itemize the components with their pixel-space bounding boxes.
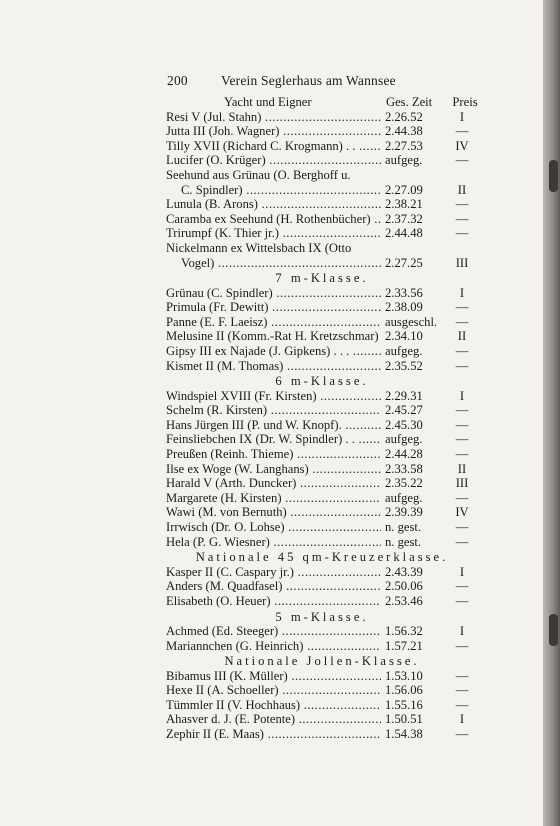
yacht-owner: Panne (E. F. Laeisz) .....: [166, 315, 381, 330]
running-title: Verein Seglerhaus am Wannsee: [221, 73, 396, 88]
result-row: [166, 241, 478, 270]
total-time: 2.43.39: [385, 564, 423, 579]
yacht-owner: Melusine II (Komm.-Rat H. Kretzschmar) .....: [166, 329, 381, 344]
result-row: [166, 286, 478, 301]
total-time: 1.53.10: [385, 668, 423, 683]
prize: —: [455, 638, 469, 653]
result-row: [166, 139, 478, 154]
prize: —: [455, 683, 469, 698]
total-time: aufgeg.: [385, 432, 423, 447]
result-row: [166, 124, 478, 139]
total-time: aufgeg.: [385, 490, 423, 505]
prize: —: [455, 403, 469, 418]
result-row: [166, 520, 478, 535]
result-row: [166, 226, 478, 241]
result-row: [166, 315, 478, 330]
total-time: 2.34.10: [385, 329, 423, 344]
result-row: [166, 153, 478, 168]
result-row: [166, 639, 478, 654]
total-time: 2.44.48: [385, 226, 423, 241]
result-row: [166, 462, 478, 477]
prize: —: [455, 314, 469, 329]
prize: II: [457, 461, 467, 476]
yacht-owner: Hans Jürgen III (P. und W. Knopf). .....: [166, 418, 381, 433]
result-row: [166, 197, 478, 212]
prize: —: [455, 520, 469, 535]
total-time: 2.35.52: [385, 358, 423, 373]
yacht-owner: Trirumpf (K. Thier jr.) .....: [166, 226, 381, 241]
page-header: [167, 73, 467, 89]
result-row: [166, 168, 478, 197]
yacht-owner: Schelm (R. Kirsten) .....: [166, 403, 381, 418]
result-row: [166, 505, 478, 520]
prize: —: [455, 153, 469, 168]
prize: —: [455, 727, 469, 742]
prize: —: [455, 211, 469, 226]
total-time: ausgeschl.: [385, 314, 438, 329]
result-row: [166, 579, 478, 594]
prize: —: [455, 358, 469, 373]
total-time: 2.38.09: [385, 300, 423, 315]
yacht-owner-line2: C. Spindler) .....: [166, 183, 381, 198]
binding-tab: [549, 160, 558, 192]
prize: —: [455, 432, 469, 447]
yacht-owner: Primula (Fr. Dewitt) .....: [166, 300, 381, 315]
yacht-owner: Wawi (M. von Bernuth) .....: [166, 505, 381, 520]
result-row: [166, 698, 478, 713]
total-time: 2.37.32: [385, 211, 423, 226]
yacht-owner: Kismet II (M. Thomas) .....: [166, 359, 381, 374]
prize: —: [455, 300, 469, 315]
result-row: [166, 359, 478, 374]
total-time: 1.56.32: [385, 624, 423, 638]
total-time: 2.53.46: [385, 593, 423, 608]
column-header-prize: Preis: [452, 95, 478, 109]
prize: III: [455, 255, 469, 270]
section-heading: 6 m-Klasse.: [275, 374, 369, 389]
result-row: [166, 712, 478, 727]
total-time: 2.44.38: [385, 124, 423, 139]
total-time: 2.33.58: [385, 461, 423, 476]
prize: —: [455, 197, 469, 212]
result-row: [166, 418, 478, 433]
result-row: [166, 300, 478, 315]
prize: I: [459, 712, 465, 727]
result-row: [166, 110, 478, 125]
binding-tab: [549, 614, 558, 646]
total-time: n. gest.: [385, 520, 422, 535]
prize: I: [459, 388, 465, 403]
yacht-owner: Hela (P. G. Wiesner) .....: [166, 535, 381, 550]
section-heading: 7 m-Klasse.: [275, 271, 369, 286]
book-spine: [543, 0, 560, 826]
results-list: [166, 95, 478, 742]
yacht-owner: Tilly XVII (Richard C. Krogmann) . . .....: [166, 139, 381, 154]
total-time: 2.27.25: [385, 255, 423, 270]
result-row: [166, 535, 478, 550]
prize: I: [459, 564, 465, 579]
prize: I: [459, 624, 465, 638]
result-row: [166, 624, 478, 639]
prize: —: [455, 124, 469, 139]
yacht-owner: Windspiel XVIII (Fr. Kirsten) .....: [166, 389, 381, 404]
result-row: [166, 669, 478, 684]
yacht-owner: Preußen (Reinh. Thieme) .....: [166, 447, 381, 462]
prize: —: [455, 226, 469, 241]
total-time: 1.57.21: [385, 638, 423, 653]
prize: —: [455, 490, 469, 505]
total-time: 1.55.16: [385, 697, 423, 712]
yacht-owner: Lunula (B. Arons) .....: [166, 197, 381, 212]
prize: —: [455, 593, 469, 608]
result-row: [166, 344, 478, 359]
prize: —: [455, 534, 469, 549]
yacht-owner: Kasper II (C. Caspary jr.) .....: [166, 565, 381, 580]
prize: —: [455, 668, 469, 683]
result-row: [166, 447, 478, 462]
page-number: 200: [167, 73, 188, 88]
yacht-owner-line2: Vogel) .....: [166, 256, 381, 271]
yacht-owner: Gipsy III ex Najade (J. Gipkens) . . . .....: [166, 344, 381, 359]
yacht-owner: Caramba ex Seehund (H. Rothenbücher) .....: [166, 212, 381, 227]
total-time: 1.50.51: [385, 712, 423, 727]
prize: IV: [455, 505, 469, 520]
total-time: aufgeg.: [385, 153, 423, 168]
yacht-owner: Grünau (C. Spindler) .....: [166, 286, 381, 301]
column-header-time: Ges. Zeit: [386, 95, 433, 109]
yacht-owner: Zephir II (E. Maas) .....: [166, 727, 381, 742]
prize: II: [457, 182, 467, 197]
yacht-owner: Hexe II (A. Schoeller) .....: [166, 683, 381, 698]
total-time: 1.54.38: [385, 727, 423, 742]
column-header-yacht: Yacht und Eigner: [224, 95, 312, 109]
result-row: [166, 727, 478, 742]
section-heading: Nationale 45 qm-Kreuzerklasse.: [195, 550, 449, 565]
result-row: [166, 389, 478, 404]
total-time: n. gest.: [385, 534, 422, 549]
total-time: 2.38.21: [385, 197, 423, 212]
result-row: [166, 565, 478, 580]
prize: IV: [455, 138, 469, 153]
total-time: 2.29.31: [385, 388, 423, 403]
yacht-owner: Tümmler II (V. Hochhaus) .....: [166, 698, 381, 713]
yacht-owner: Mariannchen (G. Heinrich) .....: [166, 639, 381, 654]
result-row: [166, 491, 478, 506]
total-time: 2.44.28: [385, 447, 423, 462]
total-time: 2.39.39: [385, 505, 423, 520]
prize: —: [455, 417, 469, 432]
total-time: aufgeg.: [385, 344, 423, 358]
total-time: 2.27.09: [385, 182, 423, 197]
prize: —: [455, 579, 469, 594]
yacht-owner: Lucifer (O. Krüger) .....: [166, 153, 381, 168]
result-row: [166, 594, 478, 609]
prize: I: [459, 109, 465, 124]
yacht-owner-line1: Seehund aus Grünau (O. Berghoff u.: [166, 167, 351, 182]
yacht-owner: Anders (M. Quadfasel) .....: [166, 579, 381, 594]
yacht-owner: Bibamus III (K. Müller) .....: [166, 669, 381, 684]
result-row: [166, 403, 478, 418]
yacht-owner: Ilse ex Woge (W. Langhans) .....: [166, 462, 381, 477]
yacht-owner: [166, 241, 381, 270]
yacht-owner: Resi V (Jul. Stahn) .....: [166, 110, 381, 125]
yacht-owner: Irrwisch (Dr. O. Lohse) .....: [166, 520, 381, 535]
yacht-owner: [166, 168, 381, 197]
section-heading: 5 m-Klasse.: [275, 609, 369, 624]
yacht-owner-line1: Nickelmann ex Wittelsbach IX (Otto: [166, 240, 352, 255]
prize: —: [455, 697, 469, 712]
yacht-owner: Achmed (Ed. Steeger) .....: [166, 624, 381, 639]
total-time: 2.35.22: [385, 476, 423, 491]
prize: III: [455, 476, 469, 491]
result-row: [166, 476, 478, 491]
result-row: [166, 329, 478, 344]
prize: —: [455, 344, 469, 358]
result-row: [166, 683, 478, 698]
total-time: 2.45.30: [385, 417, 423, 432]
total-time: 2.27.53: [385, 138, 423, 153]
result-row: [166, 212, 478, 227]
total-time: 2.33.56: [385, 285, 423, 300]
yacht-owner: Harald V (Arth. Duncker) .....: [166, 476, 381, 491]
total-time: 2.26.52: [385, 109, 423, 124]
yacht-owner: Jutta III (Joh. Wagner) .....: [166, 124, 381, 139]
yacht-owner: Margarete (H. Kirsten) .....: [166, 491, 381, 506]
result-row: [166, 432, 478, 447]
total-time: 2.45.27: [385, 403, 423, 418]
total-time: 1.56.06: [385, 683, 423, 698]
section-heading: Nationale Jollen-Klasse.: [224, 654, 420, 669]
yacht-owner: Elisabeth (O. Heuer) .....: [166, 594, 381, 609]
column-header-row: [166, 95, 478, 110]
yacht-owner: Ahasver d. J. (E. Potente) .....: [166, 712, 381, 727]
prize: —: [455, 447, 469, 462]
prize: I: [459, 285, 465, 300]
yacht-owner: Feinsliebchen IX (Dr. W. Spindler) . . .....: [166, 432, 381, 447]
prize: II: [457, 329, 467, 344]
total-time: 2.50.06: [385, 579, 423, 594]
